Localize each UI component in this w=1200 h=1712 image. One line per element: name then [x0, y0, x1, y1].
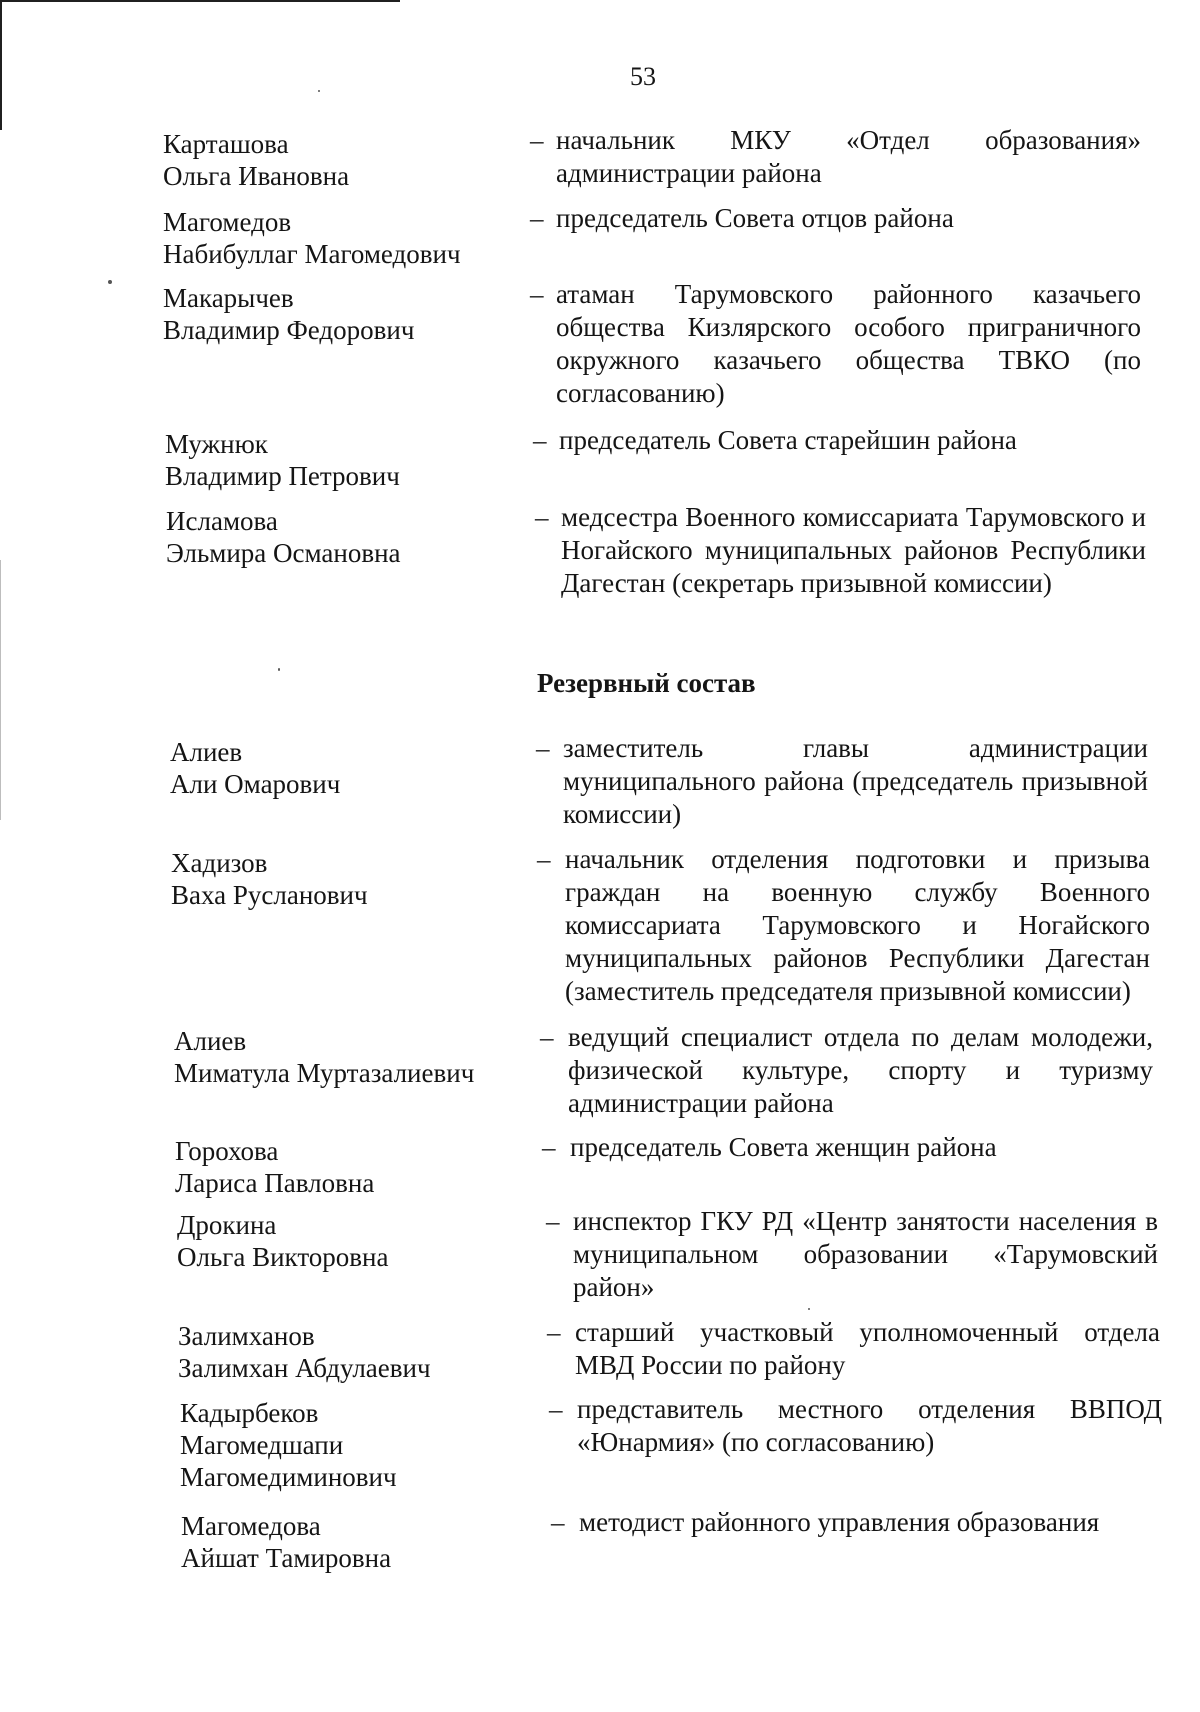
- member-name-line: Ольга Ивановна: [163, 161, 350, 191]
- member-name: [163, 282, 414, 346]
- scan-speck: [278, 668, 280, 671]
- member-name-line: Набибуллаг Магомедович: [163, 239, 461, 269]
- member-name-line: Магомедиминович: [180, 1462, 397, 1492]
- member-role: ведущий специалист отдела по делам молодежи, физической культуре, спорту и туризму администрации района: [568, 1022, 1153, 1118]
- member-name: [180, 1397, 397, 1493]
- role-dash: –: [535, 502, 549, 532]
- member-name-line: Дрокина: [177, 1210, 277, 1240]
- member-name: [165, 428, 400, 492]
- member-name-line: Хадизов: [171, 848, 268, 878]
- member-name-line: Макарычев: [163, 283, 294, 313]
- reserve-section-heading: Резервный состав: [537, 668, 756, 698]
- member-name-line: Эльмира Османовна: [166, 538, 401, 568]
- role-dash: –: [547, 1317, 561, 1347]
- member-role: старший участковый уполномоченный отдела МВД России по району: [575, 1317, 1160, 1380]
- role-dash: –: [549, 1394, 563, 1424]
- member-role: председатель Совета старейшин района: [559, 425, 1017, 455]
- member-name-line: Ваха Русланович: [171, 880, 368, 910]
- role-dash: –: [536, 733, 550, 763]
- member-name: [181, 1510, 391, 1574]
- member-name-line: Мужнюк: [165, 429, 268, 459]
- member-name: [175, 1135, 374, 1199]
- member-role: медсестра Военного комиссариата Тарумовского и Ногайского муниципальных районов Республики Дагестан (секретарь призывной комиссии): [561, 502, 1146, 598]
- member-name-line: Исламова: [166, 506, 278, 536]
- member-name-line: Лариса Павловна: [175, 1168, 375, 1198]
- member-name-line: Алиев: [174, 1026, 247, 1056]
- member-name-line: Алиев: [170, 737, 243, 767]
- member-role: начальник МКУ «Отдел образования» администрации района: [556, 125, 1141, 188]
- member-name-line: Кадырбеков: [180, 1398, 319, 1428]
- member-name-line: Залимхан Абдулаевич: [178, 1353, 431, 1383]
- scan-border-left-lower: [0, 560, 1, 820]
- member-name-line: Залимханов: [178, 1321, 315, 1351]
- role-dash: –: [537, 844, 551, 874]
- member-name-line: Магомедов: [163, 207, 292, 237]
- member-name-line: Владимир Федорович: [163, 315, 415, 345]
- member-name: [171, 847, 368, 911]
- member-name-line: Горохова: [175, 1136, 279, 1166]
- role-dash: –: [530, 125, 544, 155]
- role-dash: –: [546, 1206, 560, 1236]
- scan-speck: [108, 280, 112, 284]
- member-role: начальник отделения подготовки и призыва граждан на военную службу Военного комиссариата Тарумовского и Ногайского муниципальных районов Республики Дагестан (заместитель председателя призывной комиссии): [565, 844, 1150, 1006]
- member-role: председатель Совета отцов района: [556, 203, 954, 233]
- role-dash: –: [530, 279, 544, 309]
- member-role: методист районного управления образования: [579, 1507, 1100, 1537]
- role-dash: –: [542, 1132, 556, 1162]
- member-name-line: Айшат Тамировна: [181, 1543, 392, 1573]
- member-role: атаман Тарумовского районного казачьего общества Кизлярского особого приграничного окружного казачьего общества ТВКО (по согласованию): [556, 279, 1141, 408]
- member-name: [170, 736, 340, 800]
- member-name-line: Али Омарович: [170, 769, 341, 799]
- scan-border-left: [0, 0, 2, 130]
- member-name-line: Владимир Петрович: [165, 461, 400, 491]
- role-dash: –: [540, 1022, 554, 1052]
- member-role: представитель местного отделения ВВПОД «Юнармия» (по согласованию): [577, 1394, 1162, 1457]
- page-number: 53: [630, 62, 656, 91]
- member-name-line: Карташова: [163, 129, 289, 159]
- member-name-line: Миматула Муртазалиевич: [174, 1058, 475, 1088]
- member-name: [163, 128, 349, 192]
- role-dash: –: [533, 425, 547, 455]
- member-role: председатель Совета женщин района: [570, 1132, 997, 1162]
- scan-speck: [318, 90, 320, 92]
- member-name: [177, 1209, 388, 1273]
- role-dash: –: [530, 203, 544, 233]
- member-name: [178, 1320, 431, 1384]
- member-role: инспектор ГКУ РД «Центр занятости населения в муниципальном образовании «Тарумовский район»: [573, 1206, 1158, 1302]
- role-dash: –: [551, 1507, 565, 1537]
- scan-speck: [808, 1308, 810, 1310]
- member-role: заместитель главы администрации муниципального района (председатель призывной комиссии): [563, 733, 1148, 829]
- scan-border-top: [0, 0, 400, 2]
- member-name-line: Ольга Викторовна: [177, 1242, 389, 1272]
- member-name-line: Магомедова: [181, 1511, 321, 1541]
- member-name: [166, 505, 401, 569]
- member-name-line: Магомедшапи: [180, 1430, 344, 1460]
- member-name: [174, 1025, 474, 1089]
- member-name: [163, 206, 461, 270]
